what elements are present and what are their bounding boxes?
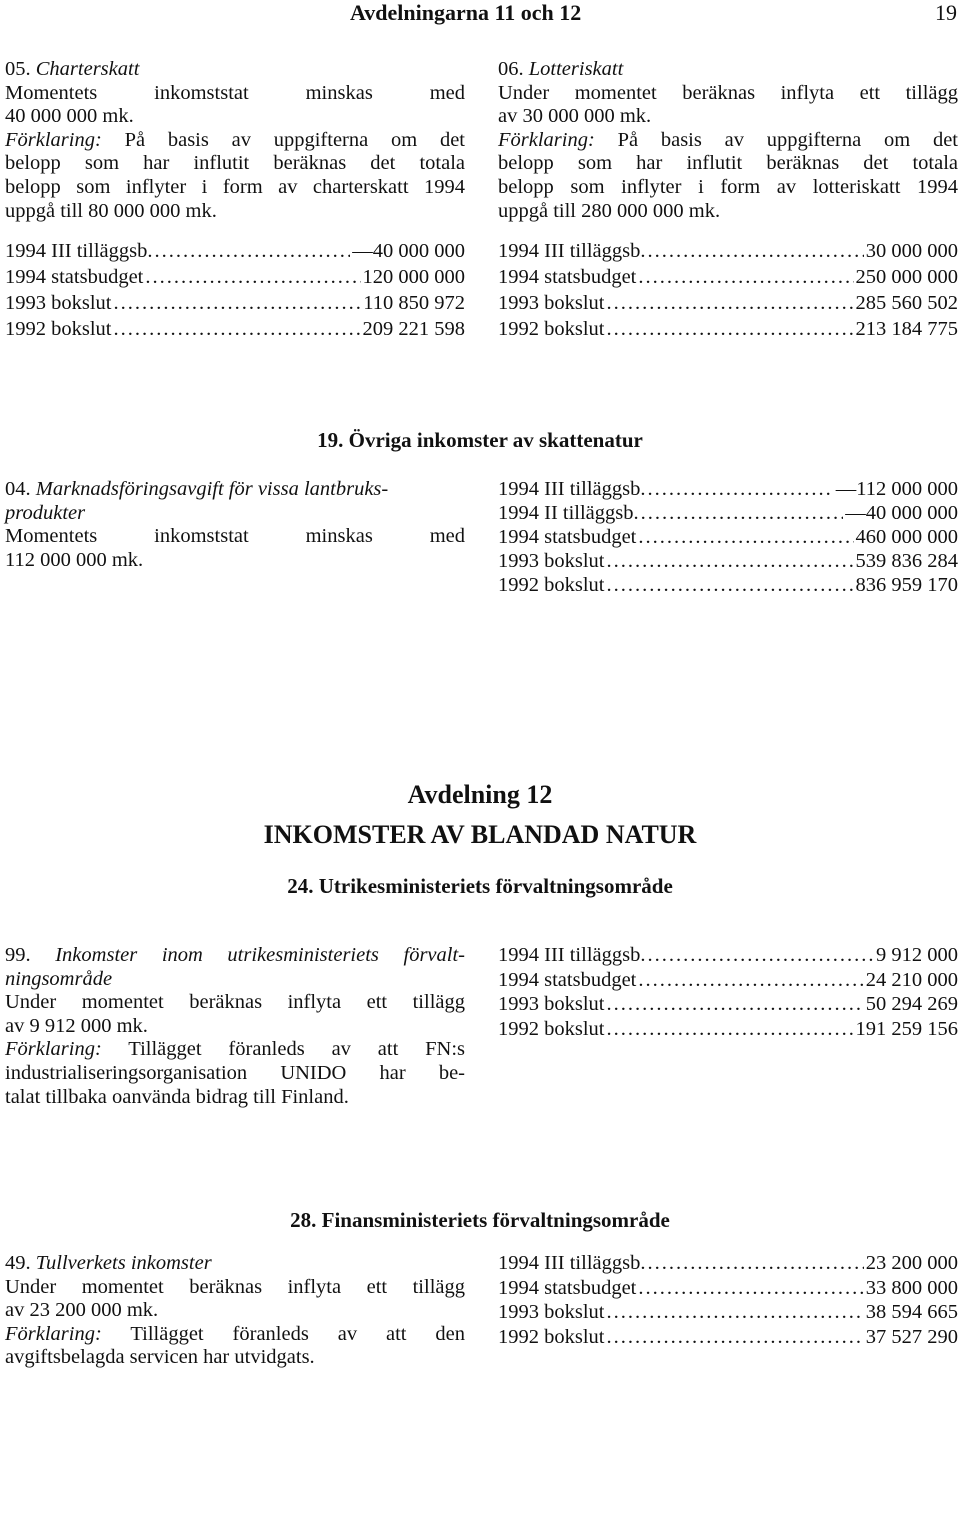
item-heading	[498, 58, 958, 82]
explanation-label: Förklaring:	[5, 1322, 102, 1345]
explanation-line: avgiftsbelagda servicen har utvidgats.	[5, 1346, 315, 1369]
budget-row: 1994 III tilläggsb. ..... —40 000 000	[5, 240, 465, 266]
body-line: 40 000 000 mk.	[5, 105, 134, 128]
budget-row: 1994 statsbudget ..... 460 000 000	[498, 526, 958, 550]
body-line: av 9 912 000 mk.	[5, 1014, 148, 1037]
section-heading-24: 24. Utrikesministeriets förvaltningsområde	[287, 874, 673, 898]
budget-row: 1992 bokslut ..... 209 221 598	[5, 318, 465, 344]
item-number: 99.	[5, 944, 31, 966]
item-title-continued: ningsområde	[5, 967, 113, 990]
budget-row: 1994 III tilläggsb. ..... 30 000 000	[498, 240, 958, 266]
body-line: av 23 200 000 mk.	[5, 1299, 159, 1322]
explanation-line: uppgå till 80 000 000 mk.	[5, 199, 217, 222]
budget-row: 1994 III tilläggsb. ..... 9 912 000	[498, 944, 958, 969]
explanation-line: uppgå till 280 000 000 mk.	[498, 199, 721, 222]
item-06-lotteriskatt	[498, 58, 958, 223]
section-heading-19: 19. Övriga inkomster av skattenatur	[317, 428, 643, 452]
explanation-label: Förklaring:	[498, 128, 595, 151]
explanation-line: Förklaring: På basis av uppgifterna om det	[5, 128, 466, 151]
section-heading-28: 28. Finansministeriets förvaltningsområde	[290, 1208, 670, 1232]
budget-row: 1993 bokslut ..... 38 594 665	[498, 1301, 958, 1326]
explanation-line: Förklaring: Tillägget föranleds av att den	[5, 1322, 465, 1345]
explanation-label: Förklaring:	[5, 128, 102, 151]
body-line: Under momentet beräknas inflyta ett tillägg	[5, 1275, 465, 1298]
item-04-marknadsforingsavgift	[5, 478, 465, 572]
explanation-line: belopp som har influtit beräknas det totala	[498, 152, 958, 175]
budget-table-marknad	[498, 478, 958, 598]
item-49-tullverket	[5, 1252, 465, 1370]
item-heading	[5, 478, 465, 502]
budget-row: 1994 II tilläggsb. ..... —40 000 000	[498, 502, 958, 526]
item-title-continued: produkter	[5, 501, 86, 524]
explanation-line: belopp som inflyter i form av lotteriskatt 1994	[498, 175, 958, 198]
body-line: Momentets inkomststat minskas med	[5, 525, 465, 548]
item-title: Lotteriskatt	[528, 58, 624, 80]
budget-table-lotteriskatt	[498, 240, 958, 344]
budget-row: 1992 bokslut ..... 37 527 290	[498, 1326, 958, 1351]
body-line: 112 000 000 mk.	[5, 548, 144, 571]
explanation-line: Förklaring: Tillägget föranleds av att FN:s	[5, 1038, 465, 1061]
explanation-line: belopp som har influtit beräknas det totala	[5, 152, 465, 175]
explanation-label: Förklaring:	[5, 1038, 102, 1061]
item-title: Tullverkets inkomster	[35, 1252, 212, 1274]
explanation-line: industrialiseringsorganisation UNIDO har be-	[5, 1061, 465, 1084]
division-subtitle: INKOMSTER AV BLANDAD NATUR	[263, 820, 697, 849]
budget-table-tull	[498, 1252, 958, 1350]
body-line: Momentets inkomststat minskas med	[5, 81, 465, 104]
item-title: Marknadsföringsavgift för vissa lantbruks-	[35, 478, 389, 500]
budget-row: 1992 bokslut ..... 836 959 170	[498, 574, 958, 598]
explanation-line: Förklaring: På basis av uppgifterna om det	[498, 128, 959, 151]
division-title: Avdelning 12	[407, 780, 553, 809]
running-header-title: Avdelningarna 11 och 12	[350, 0, 582, 25]
body-line: Under momentet beräknas inflyta ett tillägg	[5, 991, 465, 1014]
item-99-utrikes	[5, 944, 465, 1109]
budget-row: 1993 bokslut ..... 50 294 269	[498, 993, 958, 1018]
item-heading	[5, 58, 465, 82]
budget-row: 1994 statsbudget ..... 33 800 000	[498, 1277, 958, 1302]
page-number: 19	[935, 0, 957, 25]
budget-row: 1994 statsbudget ..... 120 000 000	[5, 266, 465, 292]
budget-row: 1993 bokslut ..... 110 850 972	[5, 292, 465, 318]
item-number: 05.	[5, 58, 31, 80]
budget-row: 1992 bokslut ..... 213 184 775	[498, 318, 958, 344]
item-number: 06.	[498, 58, 524, 80]
budget-row: 1992 bokslut ..... 191 259 156	[498, 1018, 958, 1043]
body-line: Under momentet beräknas inflyta ett tillägg	[498, 81, 958, 104]
budget-row: 1993 bokslut ..... 285 560 502	[498, 292, 958, 318]
budget-row: 1994 III tilläggsb. ..... 23 200 000	[498, 1252, 958, 1277]
budget-table-charterskatt	[5, 240, 465, 344]
budget-row: 1993 bokslut ..... 539 836 284	[498, 550, 958, 574]
item-heading	[5, 944, 465, 968]
item-title: Inkomster inom utrikesministeriets förvalt-	[55, 944, 465, 966]
item-heading	[5, 1252, 465, 1276]
item-number: 04.	[5, 478, 31, 500]
budget-row: 1994 statsbudget ..... 250 000 000	[498, 266, 958, 292]
item-number: 49.	[5, 1252, 31, 1274]
budget-row: 1994 III tilläggsb. ..... —112 000 000	[498, 478, 958, 502]
budget-table-utrikes	[498, 944, 958, 1042]
body-line: av 30 000 000 mk.	[498, 105, 652, 128]
budget-row: 1994 statsbudget ..... 24 210 000	[498, 969, 958, 994]
item-title: Charterskatt	[35, 58, 140, 80]
item-05-charterskatt	[5, 58, 465, 223]
explanation-line: talat tillbaka oanvända bidrag till Finland.	[5, 1085, 349, 1108]
explanation-line: belopp som inflyter i form av charterskatt 1994	[5, 175, 465, 198]
